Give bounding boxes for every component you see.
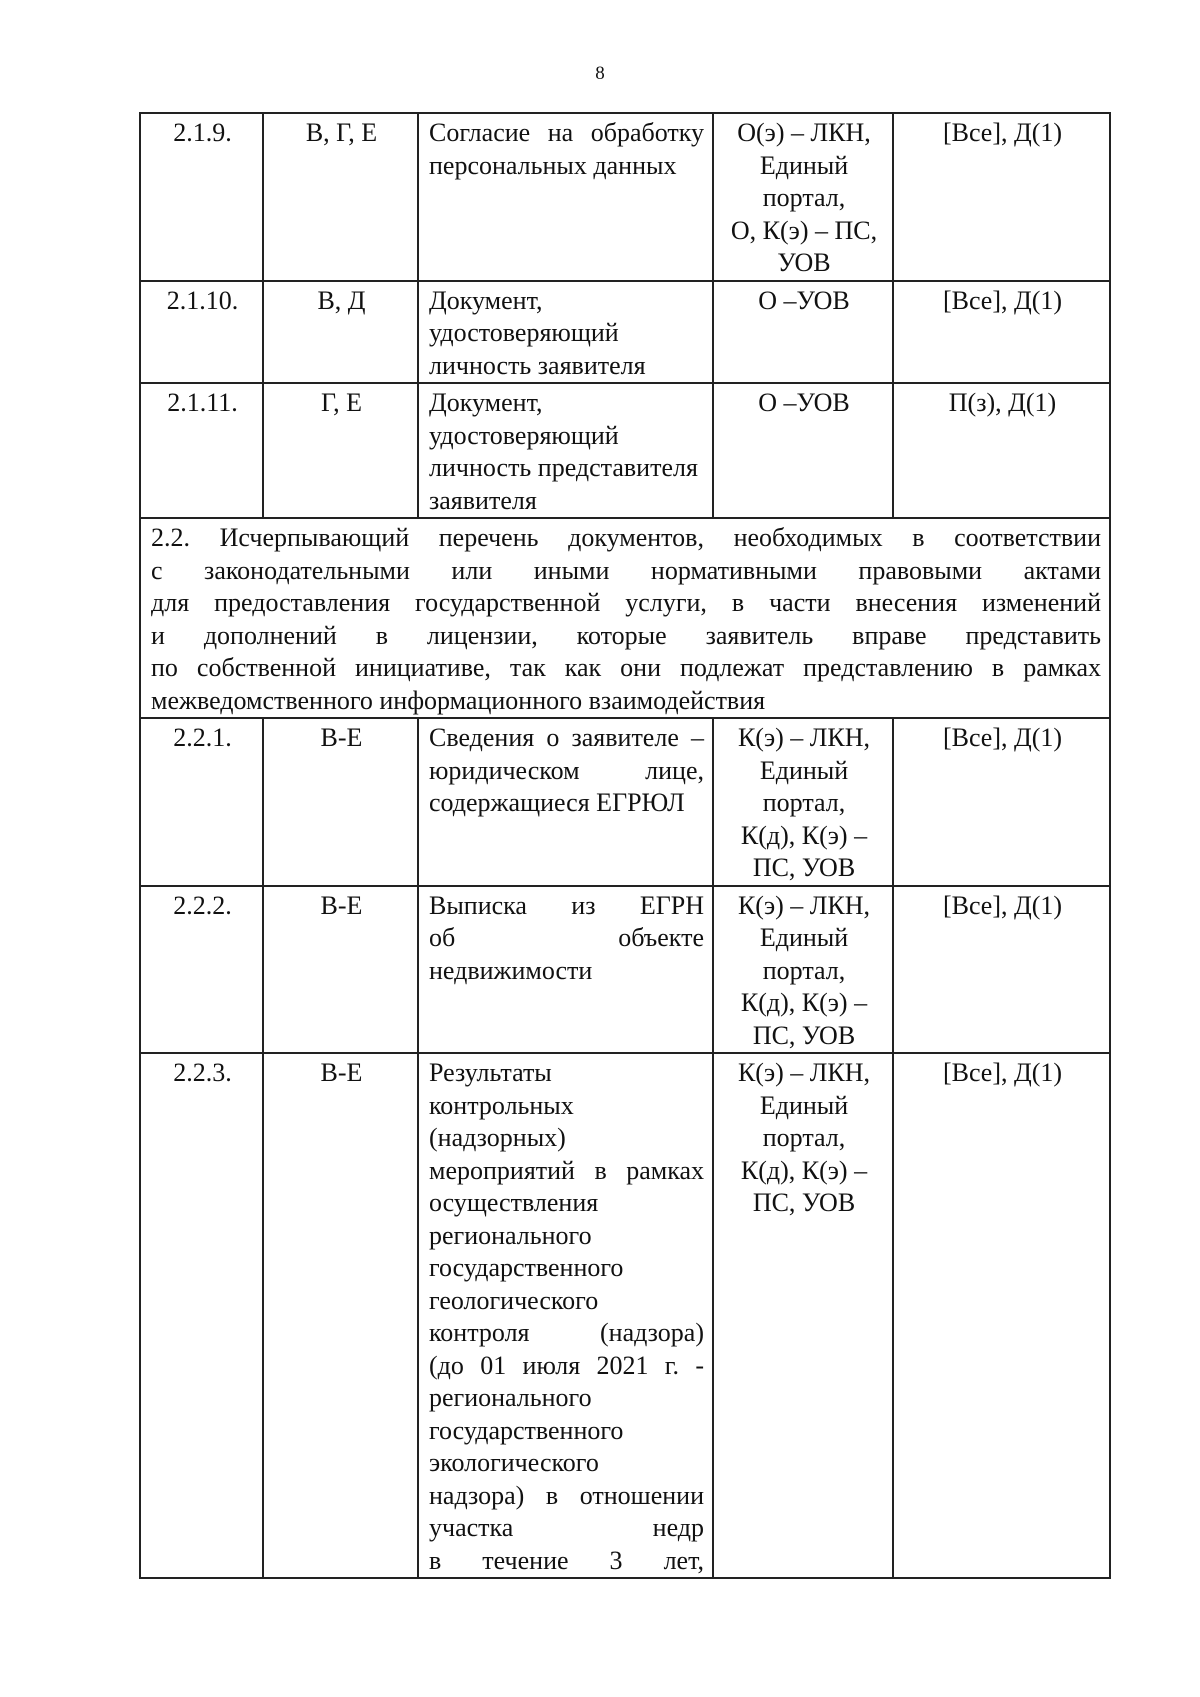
- document-name-line: персональных данных: [429, 150, 677, 180]
- document-name-line: государственного: [429, 1253, 624, 1282]
- document-name-line: Выписка из ЕГРН: [429, 890, 704, 920]
- document-name-line: участка недр: [429, 1513, 704, 1542]
- applicant-category: Г, Е: [263, 383, 418, 518]
- section-row: [140, 518, 1110, 718]
- document-name-line: недвижимости: [429, 955, 593, 985]
- item-number: 2.2.2.: [140, 886, 263, 1054]
- document-name-line: государственного: [429, 1415, 624, 1445]
- document-name-line: регионального: [429, 1383, 592, 1412]
- item-number: 2.2.3.: [140, 1053, 263, 1578]
- section-line: 2.2. Исчерпывающий перечень документов, необходимых в соответствии: [151, 523, 1101, 552]
- applicant-category: В, Г, Е: [263, 113, 418, 281]
- applicant-category: В-Е: [263, 886, 418, 1054]
- document-name-line: Результаты: [429, 1058, 552, 1087]
- document-name-line: Сведения о заявителе –: [429, 723, 704, 752]
- item-number: 2.2.1.: [140, 718, 263, 886]
- document-name-line: (до 01 июля 2021 г. -: [429, 1350, 704, 1380]
- document-name-line: удостоверяющий: [429, 420, 619, 450]
- document-name-line: экологического: [429, 1448, 599, 1477]
- section-line: межведомственного информационного взаимодействия: [151, 685, 766, 715]
- table-row: [140, 886, 1110, 1054]
- item-number: 2.1.10.: [140, 281, 263, 384]
- submission-method: К(э) – ЛКН, Единый портал, К(д), К(э) – ПС, УОВ: [713, 1053, 893, 1578]
- section-line: для предоставления государственной услуги, в части внесения изменений: [151, 588, 1101, 617]
- section-line: с законодательными или иными нормативными правовыми актами: [151, 555, 1101, 585]
- recipients: [Все], Д(1): [893, 718, 1110, 886]
- document-name-line: заявителя: [429, 485, 537, 515]
- applicant-category: В, Д: [263, 281, 418, 384]
- submission-method: К(э) – ЛКН, Единый портал, К(д), К(э) – ПС, УОВ: [713, 718, 893, 886]
- item-number: 2.1.9.: [140, 113, 263, 281]
- document-name-line: личность заявителя: [429, 350, 646, 380]
- submission-method: О –УОВ: [713, 281, 893, 384]
- document-name-line: (надзорных): [429, 1123, 566, 1152]
- page-number: 8: [595, 63, 605, 84]
- item-number: 2.1.11.: [140, 383, 263, 518]
- document-name-line: содержащиеся ЕГРЮЛ: [429, 788, 685, 817]
- table-row: [140, 718, 1110, 886]
- recipients: П(з), Д(1): [893, 383, 1110, 518]
- document-name-line: личность представителя: [429, 453, 698, 482]
- document-name-line: осуществления: [429, 1188, 599, 1217]
- document-name-line: Документ,: [429, 285, 543, 315]
- document-name-line: юридическом лице,: [429, 755, 704, 785]
- table-row: [140, 383, 1110, 518]
- table-row: [140, 1053, 1110, 1578]
- document-name-line: надзора) в отношении: [429, 1480, 704, 1510]
- document-name: [418, 281, 713, 384]
- table-row: [140, 113, 1110, 281]
- documents-table: [139, 112, 1111, 1579]
- document-name: [418, 886, 713, 1054]
- document-name-line: удостоверяющий: [429, 318, 619, 347]
- table-row: [140, 281, 1110, 384]
- submission-method: О(э) – ЛКН, Единый портал, О, К(э) – ПС, УОВ: [713, 113, 893, 281]
- recipients: [Все], Д(1): [893, 281, 1110, 384]
- document-name: [418, 113, 713, 281]
- applicant-category: В-Е: [263, 718, 418, 886]
- document-name: [418, 718, 713, 886]
- recipients: [Все], Д(1): [893, 113, 1110, 281]
- document-name: [418, 383, 713, 518]
- recipients: [Все], Д(1): [893, 886, 1110, 1054]
- document-name-line: об объекте: [429, 923, 704, 952]
- section-line: по собственной инициативе, так как они подлежат представлению в рамках: [151, 653, 1101, 682]
- applicant-category: В-Е: [263, 1053, 418, 1578]
- submission-method: К(э) – ЛКН, Единый портал, К(д), К(э) – ПС, УОВ: [713, 886, 893, 1054]
- document-name-line: Документ,: [429, 388, 543, 417]
- section-2-2-text: [140, 518, 1110, 718]
- document-name-line: контроля (надзора): [429, 1318, 704, 1347]
- recipients: [Все], Д(1): [893, 1053, 1110, 1578]
- document-name-line: в течение 3 лет,: [429, 1545, 704, 1575]
- document-name-line: мероприятий в рамках: [429, 1155, 704, 1185]
- document-name: [418, 1053, 713, 1578]
- document-name-line: геологического: [429, 1285, 599, 1315]
- document-name-line: контрольных: [429, 1090, 574, 1120]
- submission-method: О –УОВ: [713, 383, 893, 518]
- document-name-line: регионального: [429, 1220, 592, 1250]
- section-line: и дополнений в лицензии, которые заявитель вправе представить: [151, 620, 1101, 650]
- document-name-line: Согласие на обработку: [429, 118, 704, 147]
